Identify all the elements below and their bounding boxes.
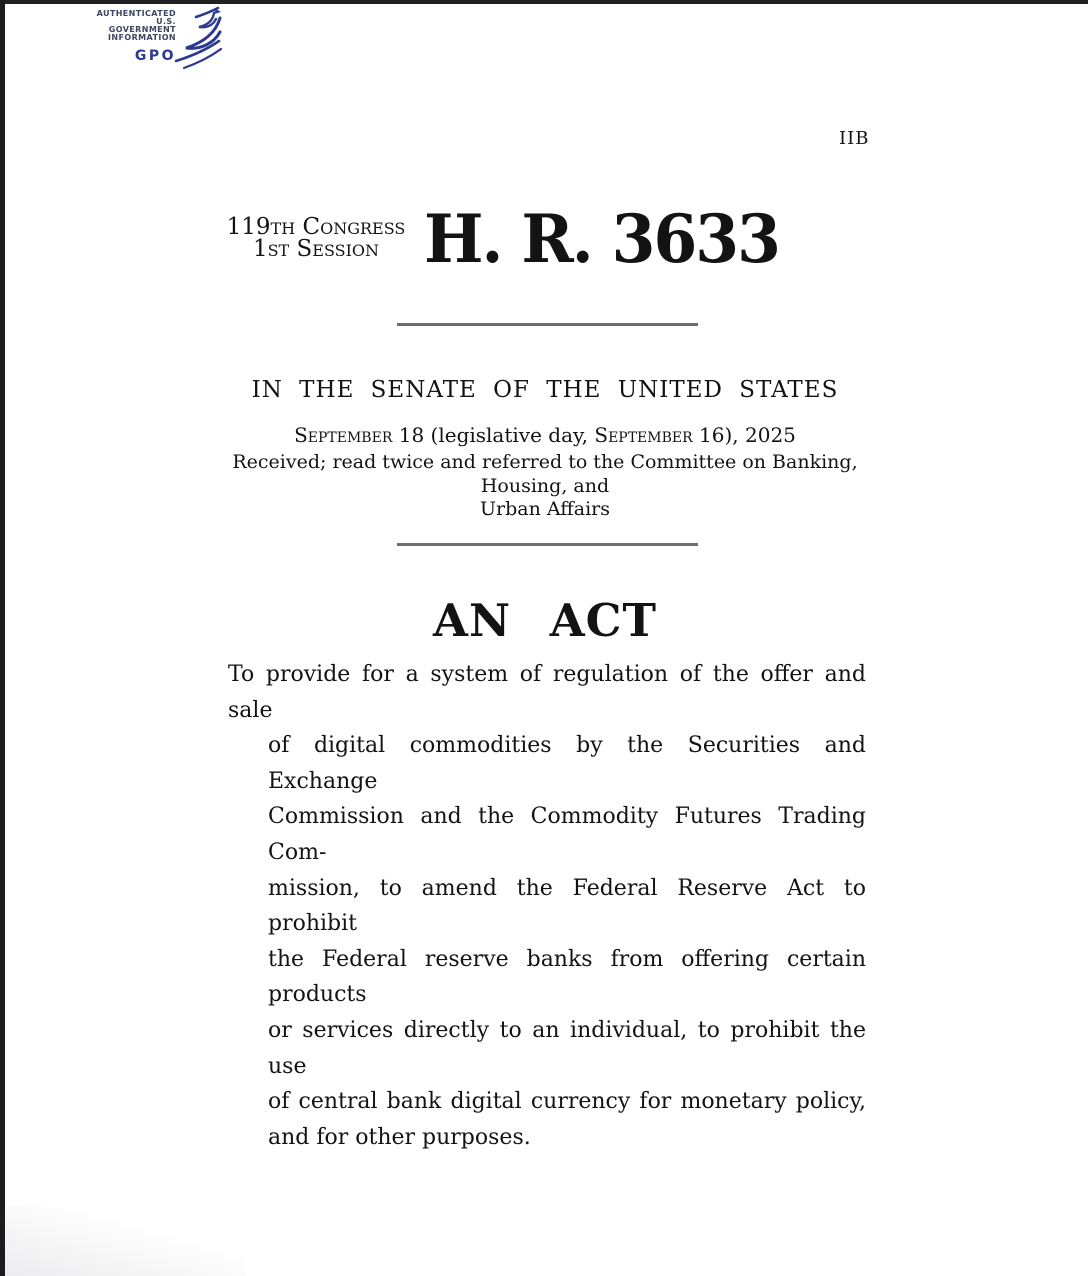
divider-rule-bottom	[397, 543, 698, 546]
text-line: the Federal reserve banks from offering certain products	[268, 946, 866, 1008]
congress-line: 119th Congress	[226, 214, 406, 240]
gpo-stamp-text	[92, 10, 176, 64]
text-segment: 18 (legislative day,	[392, 423, 595, 447]
gpo-stamp-lines	[92, 10, 176, 42]
divider-rule-top	[397, 323, 698, 326]
date-line	[225, 423, 865, 447]
scan-border-top	[0, 0, 1088, 4]
text-line: Commission and the Commodity Futures Trading Com-	[268, 804, 866, 865]
act-heading: AN ACT	[433, 594, 657, 647]
text-line: Urban Affairs	[480, 498, 610, 520]
bill-number: H. R. 3633	[424, 199, 779, 279]
referral-action-text	[225, 451, 865, 522]
gpo-authentication-stamp	[92, 10, 226, 70]
text-line: and for other purposes.	[268, 1124, 531, 1150]
text-segment: September	[294, 423, 393, 447]
congress-session-block	[226, 216, 406, 260]
gpo-eagle-icon	[172, 6, 226, 70]
text-line: U.S. GOVERNMENT	[108, 17, 176, 34]
text-line: mission, to amend the Federal Reserve Act to prohibit	[268, 875, 866, 937]
text-line: or services directly to an individual, to prohibit the use	[268, 1017, 866, 1079]
text-segment: September	[594, 423, 693, 447]
scan-shadow-artifact	[5, 1206, 245, 1276]
text-line: Received; read twice and referred to the Committee on Banking, Housing, and	[232, 451, 858, 497]
text-line: To provide for a system of regulation of the offer and sale	[228, 662, 866, 723]
text-line: of central bank digital currency for monetary policy,	[268, 1089, 866, 1115]
text-line: INFORMATION	[108, 33, 176, 42]
text-line: of digital commodities by the Securities and Exchange	[268, 733, 866, 794]
scan-border-left	[0, 0, 5, 1276]
gpo-label: GPO	[134, 48, 176, 64]
session-line: 1st Session	[252, 236, 380, 262]
act-long-title	[228, 657, 866, 1155]
text-line: AUTHENTICATED	[96, 9, 176, 18]
calendar-marker: IIB	[839, 128, 870, 149]
chamber-heading: IN THE SENATE OF THE UNITED STATES	[251, 377, 839, 403]
text-segment: 16), 2025	[692, 423, 796, 447]
